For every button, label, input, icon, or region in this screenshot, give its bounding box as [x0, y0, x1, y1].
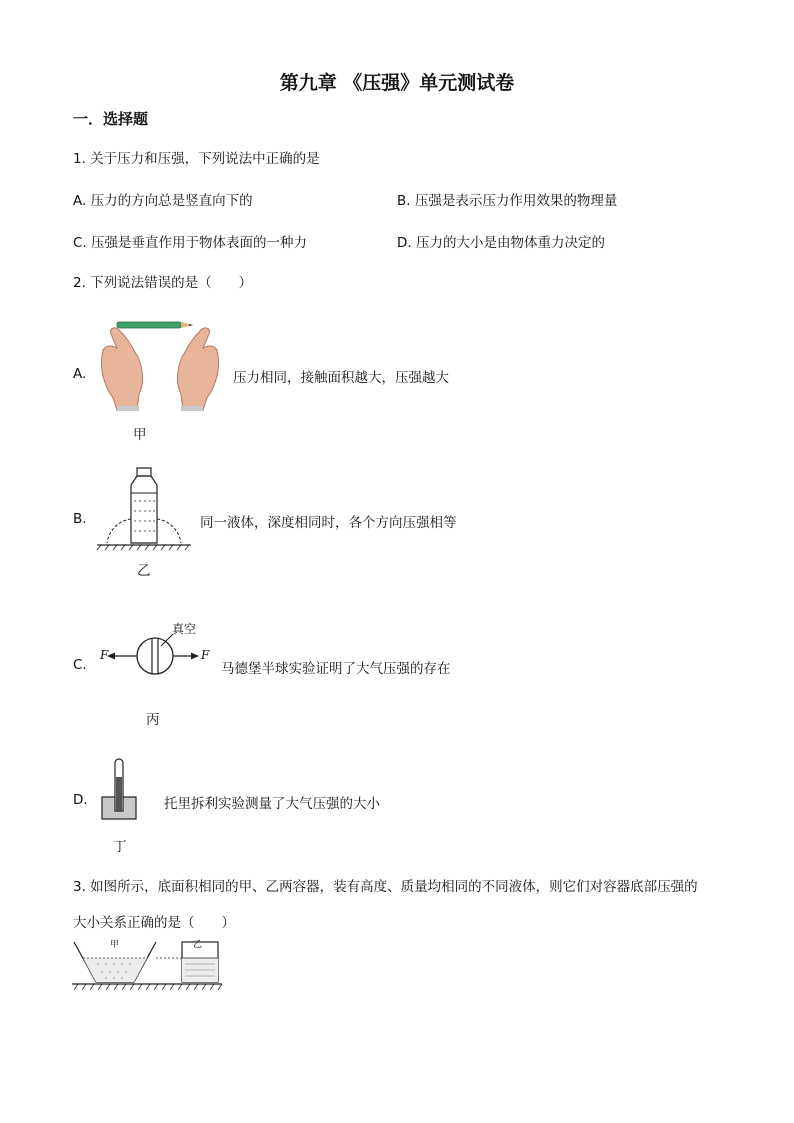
- q2-stem: 2. 下列说法错误的是（ ）: [73, 275, 253, 291]
- q1-option-b: B. 压强是表示压力作用效果的物理量: [397, 193, 618, 209]
- q3-stem-line2: 大小关系正确的是（ ）: [73, 915, 235, 931]
- q2-option-a-text: 压力相同，接触面积越大，压强越大: [233, 370, 449, 386]
- q1-option-c: C. 压强是垂直作用于物体表面的一种力: [73, 235, 308, 251]
- q1-option-d: D. 压力的大小是由物体重力决定的: [397, 235, 605, 251]
- figure-caption-yi: 乙: [137, 563, 151, 579]
- q2-option-c-text: 马德堡半球实验证明了大气压强的存在: [221, 661, 451, 677]
- q1-option-a: A. 压力的方向总是竖直向下的: [73, 193, 253, 209]
- section-heading: 一．选择题: [73, 110, 149, 128]
- container-label-yi: 乙: [193, 940, 203, 950]
- figure-caption-jia: 甲: [133, 427, 147, 443]
- force-label-left: F: [100, 648, 109, 662]
- vacuum-label: 真空: [172, 622, 197, 636]
- q2-option-b-text: 同一液体，深度相同时，各个方向压强相等: [200, 515, 457, 531]
- q2-option-c-letter: C.: [73, 657, 87, 673]
- q3-stem-line1: 3. 如图所示，底面积相同的甲、乙两容器，装有高度、质量均相同的不同液体，则它们对容器底部压强的: [73, 879, 698, 895]
- q1-stem: 1. 关于压力和压强，下列说法中正确的是: [73, 151, 320, 167]
- q2-option-d-text: 托里拆利实验测量了大气压强的大小: [164, 796, 380, 812]
- force-label-right: F: [201, 648, 210, 662]
- q2-option-d-letter: D.: [73, 792, 88, 808]
- q2-option-b-letter: B.: [73, 511, 87, 527]
- container-label-jia: 甲: [110, 940, 120, 950]
- figure-caption-bing: 丙: [146, 712, 160, 728]
- q2-option-a-letter: A.: [73, 366, 87, 382]
- magdeburg-hemispheres-figure: [95, 618, 215, 678]
- torricelli-tube-figure: [98, 755, 140, 823]
- page-title: 第九章 《压强》单元测试卷: [279, 72, 515, 94]
- liquid-bottle-figure: [95, 465, 195, 550]
- hands-pencil-figure: [95, 318, 225, 413]
- figure-caption-ding: 丁: [113, 839, 127, 855]
